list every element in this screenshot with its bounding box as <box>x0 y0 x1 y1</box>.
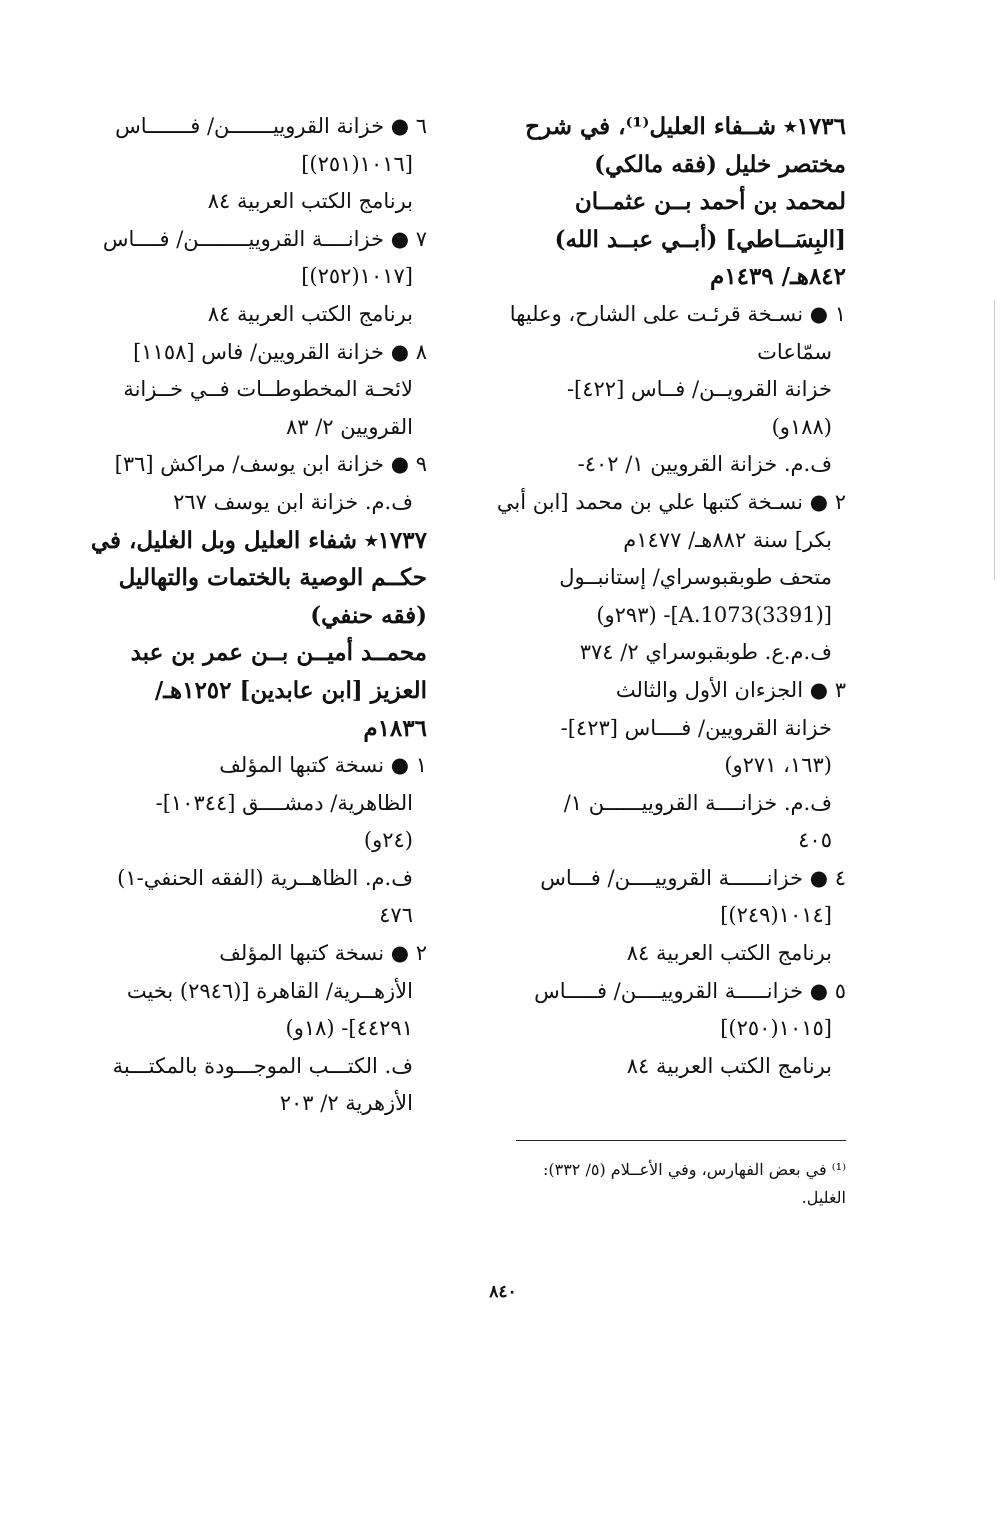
copy-item: ٤ ● خزانــــــة القروييــــن/ فـــاس <box>540 865 846 890</box>
entry-1737-title-cont: حكــم الوصية بالختمات والتهاليل <box>118 564 427 592</box>
copy-item: ٢ ● نسـخة كتبها علي بن محمد [ابن أبي <box>496 489 846 514</box>
copy-item-text: القرويين ٢/ ٨٣ <box>285 414 413 439</box>
entry-1736-author-cont: [البِسَــاطي] (أبــي عبــد الله) <box>554 225 846 253</box>
copy-item-text: بكر] سنة ٨٨٢هـ/ ١٤٧٧م <box>623 527 832 552</box>
copy-item-text: سمّاعات <box>757 339 832 364</box>
entry-1736-title: ١٧٣٦٭ شــفاء العليل⁽¹⁾، في شرح <box>525 113 846 140</box>
copy-item-text: ٤٧٦ <box>379 903 413 928</box>
entry-1737-title: ١٧٣٧٭ شفاء العليل وبل الغليل، في <box>90 526 427 554</box>
copy-item-text: الأزهــرية/ القاهرة [(٢٩٤٦) بخيت <box>126 978 413 1003</box>
copy-item-text: برنامج الكتب العربية ٨٤ <box>207 301 413 326</box>
copy-item: ٥ ● خزانـــــة القروييــــن/ فـــــاس <box>534 978 846 1003</box>
left-column <box>90 108 427 1123</box>
entry-1737-author: محمــد أميــن بــن عمر بن عبد <box>130 639 427 667</box>
copy-item-text: (١٦٣، ٢٧١و) <box>724 753 832 778</box>
copy-item-text: ف. الكتـــب الموجـــودة بالمكتـــبة <box>112 1053 413 1078</box>
copy-item-text: [A.1073(3391)]- (٢٩٣و) <box>596 602 832 627</box>
copy-item-text: خزانة القرويين/ فــــاس [٤٢٣]- <box>560 715 832 740</box>
entry-1736-date: ٨٤٢هـ/ ١٤٣٩م <box>709 263 846 291</box>
copy-item-text: (٢٤و) <box>363 828 413 853</box>
entry-1737-subject: (فقه حنفي) <box>310 601 427 629</box>
copy-item: ٦ ● خزانة القروييـــــــن/ فـــــــاس <box>115 114 427 138</box>
footnote-line: ⁽¹⁾ في بعض الفهارس، وفي الأعــلام (٥/ ٣٣٢): <box>542 1160 846 1179</box>
copy-item-text: [١٠١٤(٢٤٩)] <box>720 903 832 928</box>
footnote-divider <box>516 1140 846 1141</box>
copy-item-text: [١٠١٧(٢٥٢)] <box>301 264 413 289</box>
entry-1737-date: ١٨٣٦م <box>363 714 427 742</box>
copy-item-text: ف.م. خزانــــة القروييــــــن ١/ <box>563 790 832 815</box>
copy-item: ١ ● نسـخة قرئـت على الشارح، وعليها <box>509 301 846 326</box>
copy-item: ٣ ● الجزءان الأول والثالث <box>615 677 846 702</box>
copy-item-text: [١٠١٥(٢٥٠)] <box>720 1016 832 1041</box>
copy-item: ٢ ● نسخة كتبها المؤلف <box>219 941 427 966</box>
copy-item: ٧ ● خزانــــة القروييــــــــن/ فــــاس <box>102 226 427 251</box>
copy-item-text: ف.م.ع. طوبقبوسراي ٢/ ٣٧٤ <box>579 640 832 665</box>
scan-edge-line <box>994 300 995 580</box>
right-column <box>496 108 846 1085</box>
copy-item-text: ٤٠٥ <box>798 828 832 853</box>
copy-item-text: ف.م. الظاهــرية (الفقه الحنفي-١) <box>117 865 413 890</box>
copy-item-text: برنامج الكتب العربية ٨٤ <box>626 1053 832 1078</box>
copy-item-text: ف.م. خزانة ابن يوسف ٢٦٧ <box>173 489 413 514</box>
copy-item-text: [١٠١٦(٢٥١)] <box>301 151 413 176</box>
footnote <box>511 1156 846 1212</box>
copy-item-text: لائحـة المخطوطــات فــي خــزانة <box>123 377 413 402</box>
copy-item-text: برنامج الكتب العربية ٨٤ <box>207 189 413 214</box>
copy-item-text: ف.م. خزانة القرويين ١/ ٤٠٢- <box>577 452 832 477</box>
copy-item: ٨ ● خزانة القرويين/ فاس [١١٥٨] <box>133 339 427 364</box>
entry-1736-title-cont: مختصر خليل (فقه مالكي) <box>594 150 846 178</box>
copy-item-text: خزانة القرويــن/ فــاس [٤٢٢]- <box>566 377 832 402</box>
copy-item-text: الأزهرية ٢/ ٢٠٣ <box>279 1091 413 1116</box>
entry-1737-author-cont: العزيز [ابن عابدين] ١٢٥٢هـ/ <box>154 676 427 704</box>
copy-item-text: برنامج الكتب العربية ٨٤ <box>626 941 832 966</box>
copy-item: ٩ ● خزانة ابن يوسف/ مراكش [٣٦] <box>114 452 427 477</box>
entry-1736-author: لمحمد بن أحمد بــن عثمــان <box>574 188 846 216</box>
page-number: ٨٤٠ <box>489 1282 517 1302</box>
copy-item-text: ٤٤٢٩١]- (١٨و) <box>285 1016 413 1041</box>
footnote-line: الغليل. <box>801 1188 846 1207</box>
copy-item-text: (١٨٨و) <box>771 414 832 439</box>
copy-item: ١ ● نسخة كتبها المؤلف <box>219 753 427 778</box>
copy-item-text: متحف طوبقبوسراي/ إستانبــول <box>559 565 832 590</box>
copy-item-text: الظاهرية/ دمشــــق [١٠٣٤٤]- <box>155 790 413 815</box>
